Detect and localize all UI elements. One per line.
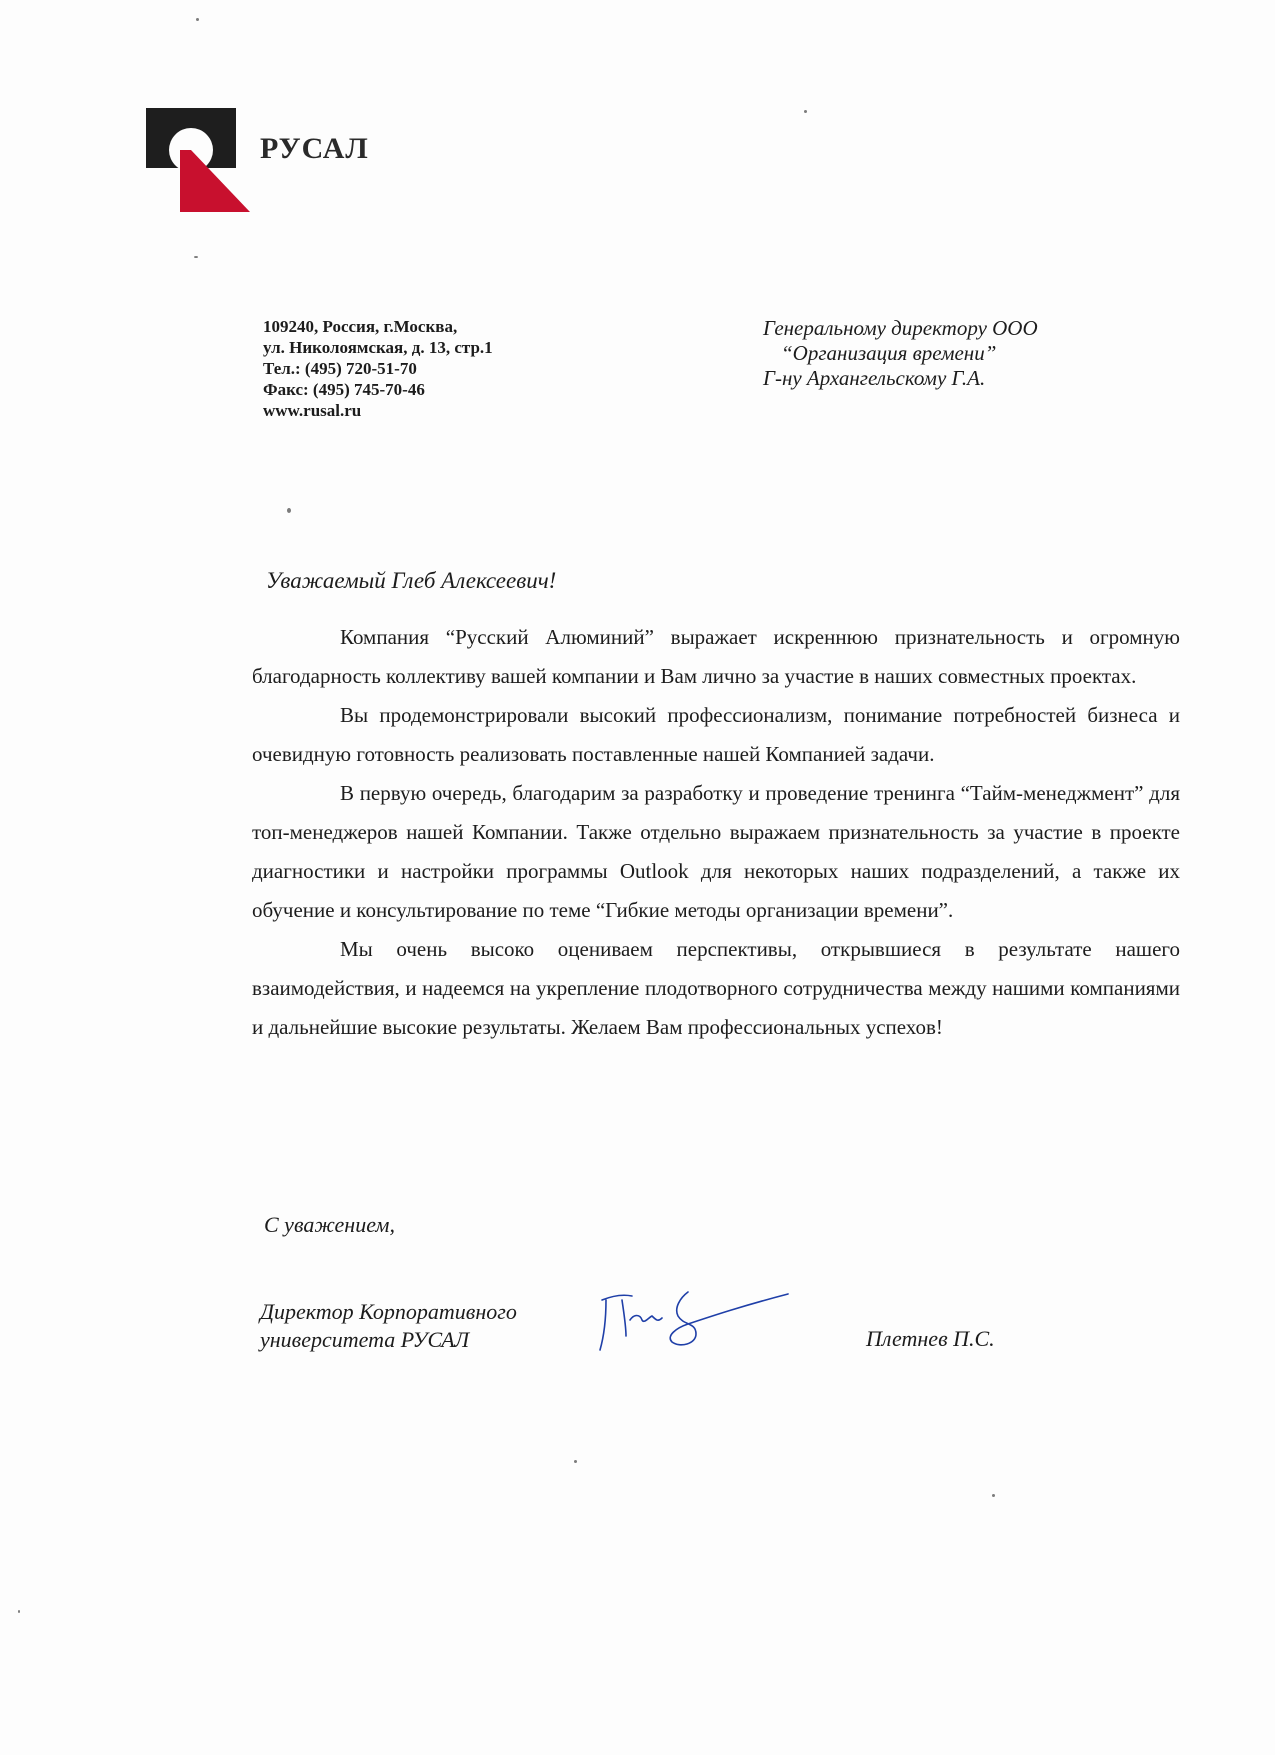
recipient-block	[763, 316, 1038, 391]
body-paragraph: Мы очень высоко оцениваем перспективы, открывшиеся в результате нашего взаимодействия, и надеемся на укрепление плодотворного сотрудничества между нашими компаниями и дальнейшие высокие результаты. Желаем Вам профессиональных успехов!	[252, 937, 1180, 1039]
sender-address	[263, 316, 493, 421]
scan-speck	[574, 1460, 577, 1463]
scan-speck	[287, 508, 291, 513]
recipient-line: Генеральному директору ООО	[763, 316, 1038, 340]
address-line: 109240, Россия, г.Москва,	[263, 317, 458, 336]
signatory-title-line: Директор Корпоративного	[260, 1299, 517, 1324]
fax-line: Факс: (495) 745-70-46	[263, 380, 425, 399]
handwritten-signature	[592, 1278, 792, 1358]
salutation: Уважаемый Глеб Алексеевич!	[266, 568, 557, 593]
recipient-line: Г-ну Архангельскому Г.А.	[763, 366, 986, 390]
scan-speck	[18, 1610, 20, 1613]
signatory-name: Плетнев П.С.	[866, 1326, 995, 1351]
address-line: ул. Николоямская, д. 13, стр.1	[263, 338, 493, 357]
rusal-logo-icon	[146, 108, 250, 212]
body-paragraph: В первую очередь, благодарим за разработку и проведение тренинга “Тайм-менеджмент” для топ-менеджеров нашей Компании. Также отдельно выражаем признательность за участие в проекте диагностики и настройки программы Outlook для некоторых наших подразделений, а также их обучение и консультирование по теме “Гибкие методы организации времени”.	[252, 781, 1180, 922]
signatory-title-line: университета РУСАЛ	[260, 1327, 470, 1352]
scan-speck	[196, 18, 199, 21]
recipient-line: “Организация времени”	[781, 341, 997, 365]
body-paragraph: Вы продемонстрировали высокий профессионализм, понимание потребностей бизнеса и очевидную готовность реализовать поставленные нашей Компанией задачи.	[252, 703, 1180, 766]
closing: С уважением,	[264, 1212, 395, 1237]
body-paragraph: Компания “Русский Алюминий” выражает искреннюю признательность и огромную благодарность коллективу вашей компании и Вам лично за участие в наших совместных проектах.	[252, 625, 1180, 688]
letter-body	[252, 618, 1180, 1047]
scan-speck	[194, 256, 198, 258]
scan-speck	[992, 1494, 995, 1497]
company-name: РУСАЛ	[260, 132, 369, 165]
signatory-title	[260, 1298, 517, 1354]
scan-speck	[804, 110, 807, 113]
website-line: www.rusal.ru	[263, 401, 362, 420]
phone-line: Тел.: (495) 720-51-70	[263, 359, 417, 378]
